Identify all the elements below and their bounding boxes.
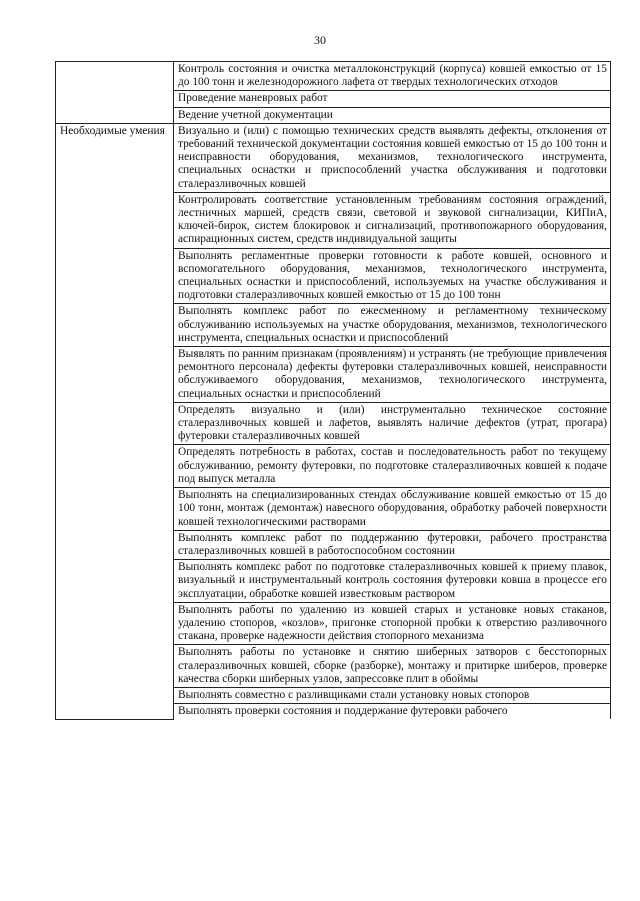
table-cell: Выполнять проверки состояния и поддержание футеровки рабочего [174,704,611,720]
table-cell: Выполнять на специализированных стендах обслуживание ковшей емкостью от 15 до 100 тонн, монтаж (демонтаж) навесного оборудования, обработку рабочей поверхности ковшей технологическими растворами [174,488,611,531]
table-cell: Выполнять совместно с разливщиками стали установку новых стопоров [174,687,611,703]
section-label: Необходимые умения [56,123,174,719]
table-cell: Выполнять комплекс работ по ежесменному и регламентному техническому обслуживанию используемых на участке оборудования, механизмов, технологического инструмента, специальных оснастки и приспособлений [174,304,611,347]
table-cell: Ведение учетной документации [174,107,611,123]
table-cell: Контролировать соответствие установленным требованиям состояния ограждений, лестничных маршей, средств связи, световой и звуковой сигнализации, КИПиА, ключей-бирок, систем блокировок и сигнализаций, противопожарного оборудования, аспирационных систем, средств индивидуальной защиты [174,192,611,248]
table-row [56,62,611,91]
table-cell: Визуально и (или) с помощью технических средств выявлять дефекты, отклонения от требований технической документации состояния ковшей емкостью от 15 до 100 тонн и неисправности оборудования, механизмов, технологического инструмента, специальных оснастки и приспособлений участка обслуживания и подготовки сталеразливочных ковшей [174,123,611,192]
empty-label-cell [56,62,174,124]
table-cell: Проведение маневровых работ [174,91,611,107]
table-cell: Выполнять регламентные проверки готовности к работе ковшей, основного и вспомогательного оборудования, механизмов, технологического инструмента, специальных оснастки и приспособлений, используемых на участке обслуживания и подготовки сталеразливочных ковшей емкостью от 15 до 100 тонн [174,248,611,304]
table-cell: Выполнять комплекс работ по поддержанию футеровки, рабочего пространства сталеразливочных ковшей в работоспособном состоянии [174,530,611,559]
table-row [56,123,611,192]
table-cell: Контроль состояния и очистка металлоконструкций (корпуса) ковшей емкостью от 15 до 100 тонн и железнодорожного лафета от твердых технологических отходов [174,62,611,91]
table-cell: Определять визуально и (или) инструментально техническое состояние сталеразливочных ковшей и лафетов, выявлять наличие дефектов (утрат, прогара) футеровки сталеразливочных ковшей [174,402,611,445]
table-cell: Определять потребность в работах, состав и последовательность работ по текущему обслуживанию, ремонту футеровки, по подготовке сталеразливочных ковшей к подаче под выпуск металла [174,445,611,488]
table-cell: Выявлять по ранним признакам (проявлениям) и устранять (не требующие привлечения ремонтного персонала) дефекты футеровки сталеразливочных ковшей, неисправности обслуживаемого оборудования, механизмов, технологического инструмента, специальных оснастки и приспособлений [174,347,611,403]
table-cell: Выполнять работы по удалению из ковшей старых и установке новых стаканов, удалению стопоров, «козлов», пригонке стопорной пробки к отверстию разливочного стакана, проверке надежности действия стопорного механизма [174,602,611,645]
table-cell: Выполнять работы по установке и снятию шиберных затворов с бесстопорных сталеразливочных ковшей, сборке (разборке), монтажу и притирке шиберов, проверке качества сборки шиберных узлов, запрессовке плит в обоймы [174,645,611,688]
page-number: 30 [314,33,326,47]
competency-table [55,61,611,720]
table-cell: Выполнять комплекс работ по подготовке сталеразливочных ковшей к приему плавок, визуальный и инструментальный контроль состояния футеровки ковша в процессе его эксплуатации, обработке ковшей известковым раствором [174,560,611,603]
